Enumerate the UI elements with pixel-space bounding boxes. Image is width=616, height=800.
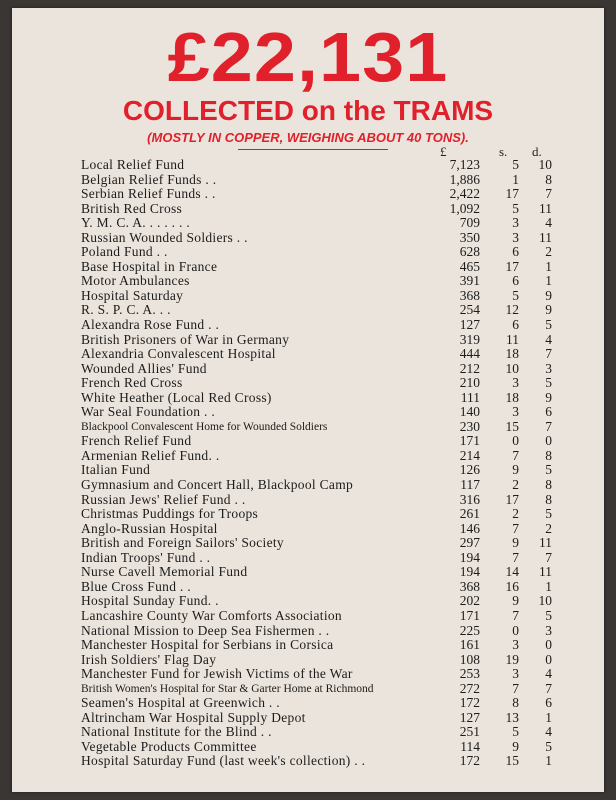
fund-name: Indian Troops' Fund . . bbox=[81, 549, 211, 565]
fund-pounds: 1,092 bbox=[449, 200, 480, 216]
fund-name: Italian Fund bbox=[81, 462, 151, 478]
fund-pounds: 251 bbox=[459, 724, 480, 740]
fund-name: British and Foreign Sailors' Society bbox=[81, 535, 284, 551]
fund-row bbox=[81, 638, 561, 653]
fund-row bbox=[81, 420, 561, 435]
fund-row bbox=[81, 667, 561, 682]
fund-shillings: 10 bbox=[505, 360, 519, 376]
fund-pence: 9 bbox=[545, 389, 552, 405]
fund-pounds: 709 bbox=[459, 215, 480, 231]
total-amount: £22,131 bbox=[167, 18, 449, 96]
fund-pence: 3 bbox=[545, 622, 552, 638]
fund-shillings: 17 bbox=[505, 186, 519, 202]
fund-pounds: 140 bbox=[459, 404, 480, 420]
fund-shillings: 3 bbox=[512, 637, 519, 653]
column-headers bbox=[12, 144, 604, 158]
fund-row bbox=[81, 609, 561, 624]
fund-pence: 7 bbox=[545, 346, 552, 362]
fund-name: Alexandria Convalescent Hospital bbox=[81, 346, 276, 362]
fund-shillings: 7 bbox=[512, 447, 519, 463]
fund-row bbox=[81, 463, 561, 478]
fund-shillings: 7 bbox=[512, 680, 519, 696]
fund-pounds: 108 bbox=[459, 651, 480, 667]
fund-name: Nurse Cavell Memorial Fund bbox=[81, 564, 248, 580]
fund-pence: 4 bbox=[545, 666, 552, 682]
fund-pence: 11 bbox=[539, 535, 552, 551]
fund-name: Russian Jews' Relief Fund . . bbox=[81, 491, 246, 507]
fund-row bbox=[81, 303, 561, 318]
fund-pounds: 1,886 bbox=[449, 171, 480, 187]
fund-row bbox=[81, 434, 561, 449]
fund-pounds: 230 bbox=[459, 418, 480, 434]
fund-name: Poland Fund . . bbox=[81, 244, 168, 260]
fund-pounds: 171 bbox=[459, 433, 480, 449]
subtitle: (MOSTLY IN COPPER, WEIGHING ABOUT 40 TONS). bbox=[147, 130, 469, 145]
fund-shillings: 13 bbox=[505, 709, 519, 725]
poster bbox=[12, 8, 604, 792]
fund-shillings: 7 bbox=[512, 549, 519, 565]
fund-name: Seamen's Hospital at Greenwich . . bbox=[81, 695, 280, 711]
fund-pounds: 127 bbox=[459, 709, 480, 725]
fund-shillings: 18 bbox=[505, 389, 519, 405]
fund-shillings: 3 bbox=[512, 404, 519, 420]
fund-row bbox=[81, 333, 561, 348]
fund-row bbox=[81, 187, 561, 202]
fund-pounds: 161 bbox=[459, 637, 480, 653]
fund-row bbox=[81, 754, 561, 769]
fund-pence: 9 bbox=[545, 302, 552, 318]
fund-name: Vegetable Products Committee bbox=[81, 738, 257, 754]
fund-pence: 7 bbox=[545, 549, 552, 565]
fund-pounds: 194 bbox=[459, 549, 480, 565]
fund-pounds: 172 bbox=[459, 753, 480, 769]
fund-shillings: 0 bbox=[512, 433, 519, 449]
fund-row bbox=[81, 493, 561, 508]
fund-name: French Red Cross bbox=[81, 375, 183, 391]
fund-row bbox=[81, 594, 561, 609]
fund-row bbox=[81, 522, 561, 537]
fund-name: British Red Cross bbox=[81, 200, 183, 216]
fund-pounds: 254 bbox=[459, 302, 480, 318]
fund-name: Blue Cross Fund . . bbox=[81, 578, 191, 594]
fund-name: National Mission to Deep Sea Fishermen . . bbox=[81, 622, 330, 638]
fund-row bbox=[81, 231, 561, 246]
fund-name: White Heather (Local Red Cross) bbox=[81, 389, 272, 405]
fund-pounds: 368 bbox=[459, 287, 480, 303]
fund-row bbox=[81, 405, 561, 420]
fund-pounds: 194 bbox=[459, 564, 480, 580]
fund-pence: 1 bbox=[545, 753, 552, 769]
fund-row bbox=[81, 507, 561, 522]
fund-shillings: 3 bbox=[512, 375, 519, 391]
fund-list bbox=[81, 158, 561, 769]
fund-pounds: 368 bbox=[459, 578, 480, 594]
fund-pounds: 111 bbox=[460, 389, 480, 405]
fund-shillings: 9 bbox=[512, 462, 519, 478]
fund-pounds: 214 bbox=[459, 447, 480, 463]
fund-name: Motor Ambulances bbox=[81, 273, 190, 289]
fund-pence: 10 bbox=[538, 157, 552, 172]
fund-shillings: 17 bbox=[505, 491, 519, 507]
fund-shillings: 12 bbox=[505, 302, 519, 318]
fund-name: Altrincham War Hospital Supply Depot bbox=[81, 709, 306, 725]
fund-pence: 11 bbox=[539, 564, 552, 580]
fund-row bbox=[81, 318, 561, 333]
fund-pounds: 391 bbox=[459, 273, 480, 289]
fund-pence: 5 bbox=[545, 317, 552, 333]
fund-pence: 9 bbox=[545, 287, 552, 303]
fund-name: Hospital Saturday bbox=[81, 287, 184, 303]
fund-pence: 8 bbox=[545, 491, 552, 507]
fund-row bbox=[81, 449, 561, 464]
fund-pence: 11 bbox=[539, 229, 552, 245]
fund-pence: 4 bbox=[545, 215, 552, 231]
fund-pounds: 126 bbox=[459, 462, 480, 478]
pence-header: d. bbox=[532, 144, 542, 159]
fund-pence: 1 bbox=[545, 273, 552, 289]
fund-name: Local Relief Fund bbox=[81, 157, 185, 172]
fund-pence: 1 bbox=[545, 258, 552, 274]
fund-pounds: 297 bbox=[459, 535, 480, 551]
fund-name: Hospital Sunday Fund. . bbox=[81, 593, 219, 609]
fund-shillings: 16 bbox=[505, 578, 519, 594]
fund-pence: 1 bbox=[545, 709, 552, 725]
fund-name: Y. M. C. A. . . . . . . bbox=[81, 215, 191, 231]
fund-pounds: 261 bbox=[459, 506, 480, 522]
fund-row bbox=[81, 202, 561, 217]
fund-pence: 3 bbox=[545, 360, 552, 376]
fund-row bbox=[81, 362, 561, 377]
fund-name: Belgian Relief Funds . . bbox=[81, 171, 217, 187]
fund-shillings: 6 bbox=[512, 317, 519, 333]
fund-name: Russian Wounded Soldiers . . bbox=[81, 229, 248, 245]
fund-row bbox=[81, 565, 561, 580]
fund-pounds: 444 bbox=[459, 346, 480, 362]
fund-name: Irish Soldiers' Flag Day bbox=[81, 651, 217, 667]
fund-pence: 5 bbox=[545, 462, 552, 478]
fund-row bbox=[81, 391, 561, 406]
fund-shillings: 9 bbox=[512, 535, 519, 551]
fund-pounds: 465 bbox=[459, 258, 480, 274]
fund-name: French Relief Fund bbox=[81, 433, 192, 449]
fund-name: Wounded Allies' Fund bbox=[81, 360, 207, 376]
fund-shillings: 3 bbox=[512, 666, 519, 682]
fund-row bbox=[81, 682, 561, 697]
fund-shillings: 19 bbox=[505, 651, 519, 667]
fund-pence: 2 bbox=[545, 244, 552, 260]
fund-pence: 8 bbox=[545, 477, 552, 493]
fund-pence: 5 bbox=[545, 738, 552, 754]
fund-name: Christmas Puddings for Troops bbox=[81, 506, 259, 522]
fund-pence: 5 bbox=[545, 506, 552, 522]
pounds-header: £ bbox=[440, 144, 447, 159]
fund-name: Blackpool Convalescent Home for Wounded Soldiers bbox=[81, 420, 328, 433]
fund-shillings: 15 bbox=[505, 418, 519, 434]
fund-shillings: 2 bbox=[512, 506, 519, 522]
fund-row bbox=[81, 653, 561, 668]
fund-row bbox=[81, 624, 561, 639]
fund-pounds: 127 bbox=[459, 317, 480, 333]
fund-name: Gymnasium and Concert Hall, Blackpool Camp bbox=[81, 477, 354, 493]
fund-row bbox=[81, 478, 561, 493]
fund-name: Armenian Relief Fund. . bbox=[81, 447, 220, 463]
fund-shillings: 5 bbox=[512, 157, 519, 172]
fund-row bbox=[81, 245, 561, 260]
fund-row bbox=[81, 536, 561, 551]
fund-shillings: 5 bbox=[512, 287, 519, 303]
fund-name: Serbian Relief Funds . . bbox=[81, 186, 216, 202]
fund-pounds: 202 bbox=[459, 593, 480, 609]
fund-pence: 7 bbox=[545, 680, 552, 696]
fund-pence: 8 bbox=[545, 171, 552, 187]
fund-pounds: 272 bbox=[459, 680, 480, 696]
fund-shillings: 9 bbox=[512, 593, 519, 609]
fund-pence: 0 bbox=[545, 651, 552, 667]
fund-pounds: 316 bbox=[459, 491, 480, 507]
fund-row bbox=[81, 551, 561, 566]
fund-shillings: 5 bbox=[512, 200, 519, 216]
fund-shillings: 3 bbox=[512, 215, 519, 231]
fund-shillings: 17 bbox=[505, 258, 519, 274]
fund-pence: 0 bbox=[545, 637, 552, 653]
fund-row bbox=[81, 274, 561, 289]
fund-pounds: 172 bbox=[459, 695, 480, 711]
fund-pence: 0 bbox=[545, 433, 552, 449]
fund-row bbox=[81, 376, 561, 391]
fund-pounds: 146 bbox=[459, 520, 480, 536]
fund-row bbox=[81, 347, 561, 362]
fund-shillings: 9 bbox=[512, 738, 519, 754]
fund-pounds: 628 bbox=[459, 244, 480, 260]
fund-row bbox=[81, 725, 561, 740]
fund-name: National Institute for the Blind . . bbox=[81, 724, 272, 740]
fund-shillings: 3 bbox=[512, 229, 519, 245]
fund-pounds: 2,422 bbox=[449, 186, 480, 202]
fund-pounds: 212 bbox=[459, 360, 480, 376]
fund-pounds: 225 bbox=[459, 622, 480, 638]
fund-row bbox=[81, 740, 561, 755]
fund-pence: 6 bbox=[545, 695, 552, 711]
fund-name: Manchester Hospital for Serbians in Corsica bbox=[81, 637, 334, 653]
fund-name: Anglo-Russian Hospital bbox=[81, 520, 218, 536]
fund-pounds: 114 bbox=[460, 738, 480, 754]
fund-pence: 2 bbox=[545, 520, 552, 536]
fund-shillings: 7 bbox=[512, 607, 519, 623]
fund-shillings: 8 bbox=[512, 695, 519, 711]
fund-row bbox=[81, 173, 561, 188]
fund-name: Hospital Saturday Fund (last week's collection) . . bbox=[81, 753, 366, 769]
fund-shillings: 6 bbox=[512, 273, 519, 289]
fund-name: British Prisoners of War in Germany bbox=[81, 331, 290, 347]
fund-pence: 1 bbox=[545, 578, 552, 594]
fund-pence: 5 bbox=[545, 375, 552, 391]
fund-pence: 5 bbox=[545, 607, 552, 623]
fund-shillings: 6 bbox=[512, 244, 519, 260]
fund-pence: 7 bbox=[545, 418, 552, 434]
fund-pence: 7 bbox=[545, 186, 552, 202]
fund-name: R. S. P. C. A. . . bbox=[81, 302, 171, 318]
fund-name: Lancashire County War Comforts Association bbox=[81, 607, 342, 623]
fund-row bbox=[81, 158, 561, 173]
fund-shillings: 0 bbox=[512, 622, 519, 638]
fund-row bbox=[81, 216, 561, 231]
fund-pence: 8 bbox=[545, 447, 552, 463]
fund-shillings: 14 bbox=[505, 564, 519, 580]
fund-pounds: 253 bbox=[459, 666, 480, 682]
fund-row bbox=[81, 289, 561, 304]
fund-shillings: 2 bbox=[512, 477, 519, 493]
fund-pence: 4 bbox=[545, 331, 552, 347]
fund-name: Alexandra Rose Fund . . bbox=[81, 317, 220, 333]
fund-pence: 4 bbox=[545, 724, 552, 740]
fund-row bbox=[81, 696, 561, 711]
fund-pounds: 210 bbox=[459, 375, 480, 391]
fund-row bbox=[81, 580, 561, 595]
fund-shillings: 7 bbox=[512, 520, 519, 536]
fund-shillings: 1 bbox=[512, 171, 519, 187]
fund-shillings: 11 bbox=[506, 331, 519, 347]
fund-pounds: 117 bbox=[460, 477, 480, 493]
fund-row bbox=[81, 711, 561, 726]
headline: COLLECTED on the TRAMS bbox=[122, 95, 494, 126]
fund-pence: 11 bbox=[539, 200, 552, 216]
fund-name: Base Hospital in France bbox=[81, 258, 218, 274]
fund-name: Manchester Fund for Jewish Victims of the War bbox=[81, 666, 353, 682]
shillings-header: s. bbox=[499, 144, 508, 159]
fund-pence: 10 bbox=[538, 593, 552, 609]
fund-shillings: 15 bbox=[505, 753, 519, 769]
fund-name: British Women's Hospital for Star & Garter Home at Richmond bbox=[81, 682, 374, 695]
fund-pence: 6 bbox=[545, 404, 552, 420]
fund-pounds: 7,123 bbox=[449, 157, 480, 172]
fund-pounds: 171 bbox=[459, 607, 480, 623]
fund-pounds: 350 bbox=[459, 229, 480, 245]
fund-row bbox=[81, 260, 561, 275]
fund-pounds: 319 bbox=[459, 331, 480, 347]
fund-shillings: 18 bbox=[505, 346, 519, 362]
fund-shillings: 5 bbox=[512, 724, 519, 740]
fund-name: War Seal Foundation . . bbox=[81, 404, 216, 420]
